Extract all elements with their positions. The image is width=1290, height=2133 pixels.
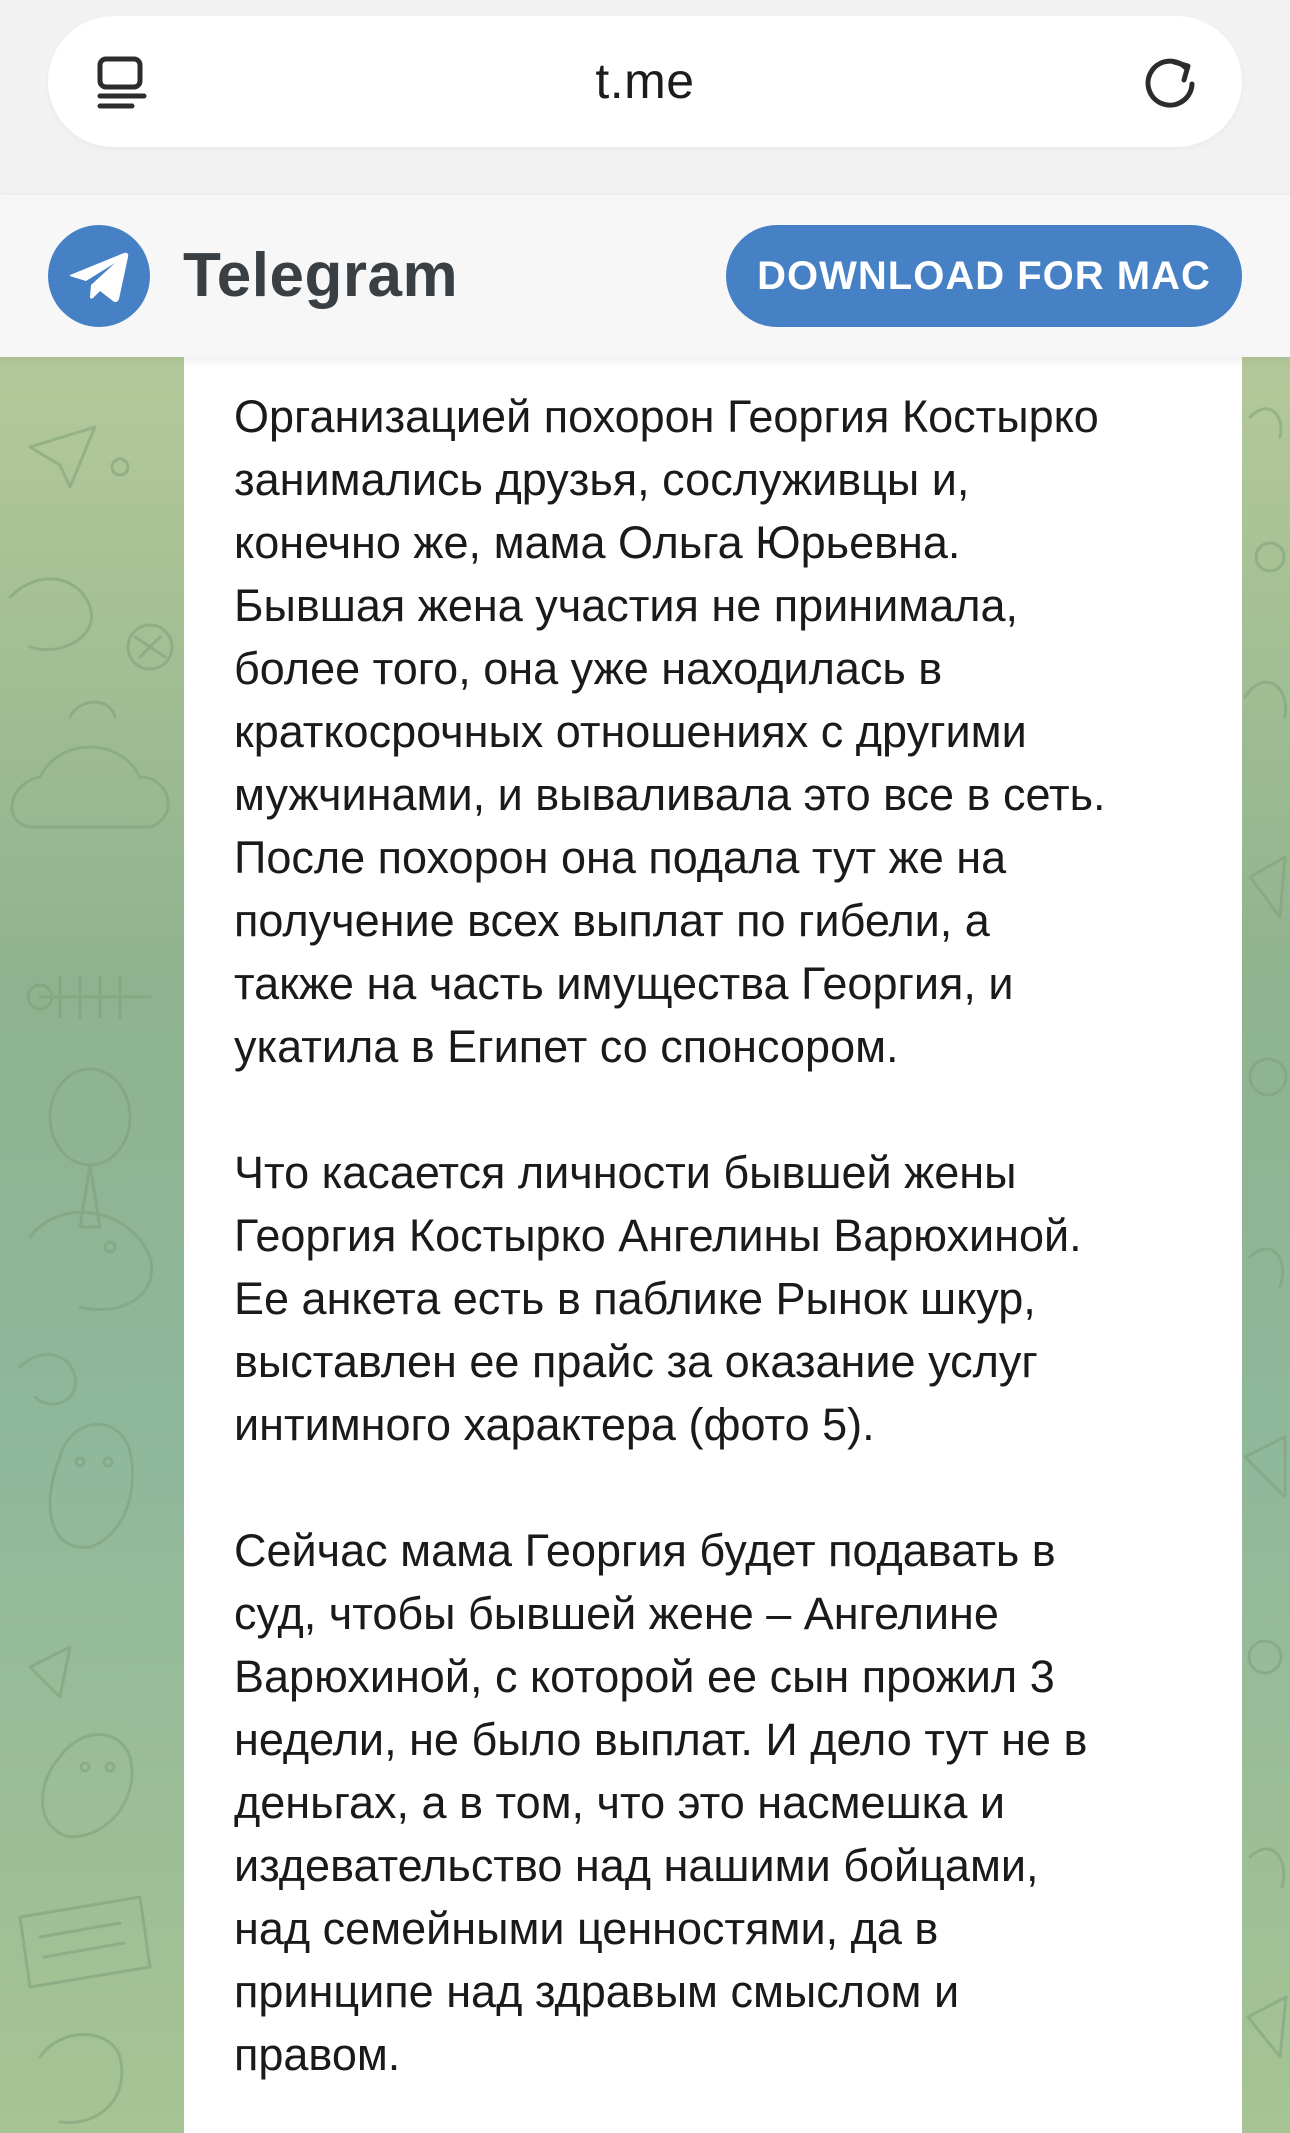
- reload-icon[interactable]: [1138, 50, 1202, 114]
- text-line: конечно же, мама Ольга Юрьевна.: [234, 517, 961, 568]
- text-line: Сейчас мама Георгия будет подавать в: [234, 1525, 1056, 1576]
- message-text: [234, 385, 1224, 2133]
- text-line: выставлен ее прайс за оказание услуг: [234, 1336, 1038, 1387]
- text-line: получение всех выплат по гибели, а: [234, 895, 990, 946]
- text-line: более того, она уже находилась в: [234, 643, 943, 694]
- url-text[interactable]: t.me: [595, 53, 695, 109]
- text-line: также на часть имущества Георгия, и: [234, 958, 1014, 1009]
- text-line: правом.: [234, 2029, 401, 2080]
- text-line: Георгия Костырко Ангелины Варюхиной.: [234, 1210, 1082, 1261]
- text-line: Организацией похорон Георгия Костырко: [234, 391, 1099, 442]
- text-line: Бывшая жена участия не принимала,: [234, 580, 1019, 631]
- text-line: интимного характера (фото 5).: [234, 1399, 875, 1450]
- text-line: мужчинами, и вываливала это все в сеть.: [234, 769, 1106, 820]
- text-line: суд, чтобы бывшей жене – Ангелине: [234, 1588, 999, 1639]
- brand-name[interactable]: Telegram: [183, 241, 459, 310]
- text-line: издевательство над нашими бойцами,: [234, 1840, 1039, 1891]
- text-line: краткосрочных отношениях с другими: [234, 706, 1027, 757]
- text-line: недели, не было выплат. И дело тут не в: [234, 1714, 1088, 1765]
- text-line: принципе над здравым смыслом и: [234, 1966, 960, 2017]
- text-line: деньгах, а в том, что это насмешка и: [234, 1777, 1006, 1828]
- text-line: Ее анкета есть в паблике Рынок шкур,: [234, 1273, 1036, 1324]
- telegram-plane-icon[interactable]: [48, 225, 150, 327]
- text-line: Варюхиной, с которой ее сын прожил 3: [234, 1651, 1055, 1702]
- message-bubble: [184, 357, 1242, 2133]
- message-paragraph: [234, 1141, 1224, 1456]
- address-bar[interactable]: [48, 16, 1242, 147]
- text-line: Что касается личности бывшей жены: [234, 1147, 1017, 1198]
- message-paragraph: [234, 1519, 1224, 2086]
- text-line: укатила в Египет со спонсором.: [234, 1021, 899, 1072]
- download-for-mac-button[interactable]: DOWNLOAD FOR MAC: [726, 225, 1242, 327]
- telegram-header: [0, 195, 1290, 357]
- browser-toolbar: [0, 0, 1290, 195]
- message-paragraph: [234, 385, 1224, 1078]
- text-line: После похорон она подала тут же на: [234, 832, 1007, 883]
- text-line: над семейными ценностями, да в: [234, 1903, 939, 1954]
- text-line: занимались друзья, сослуживцы и,: [234, 454, 970, 505]
